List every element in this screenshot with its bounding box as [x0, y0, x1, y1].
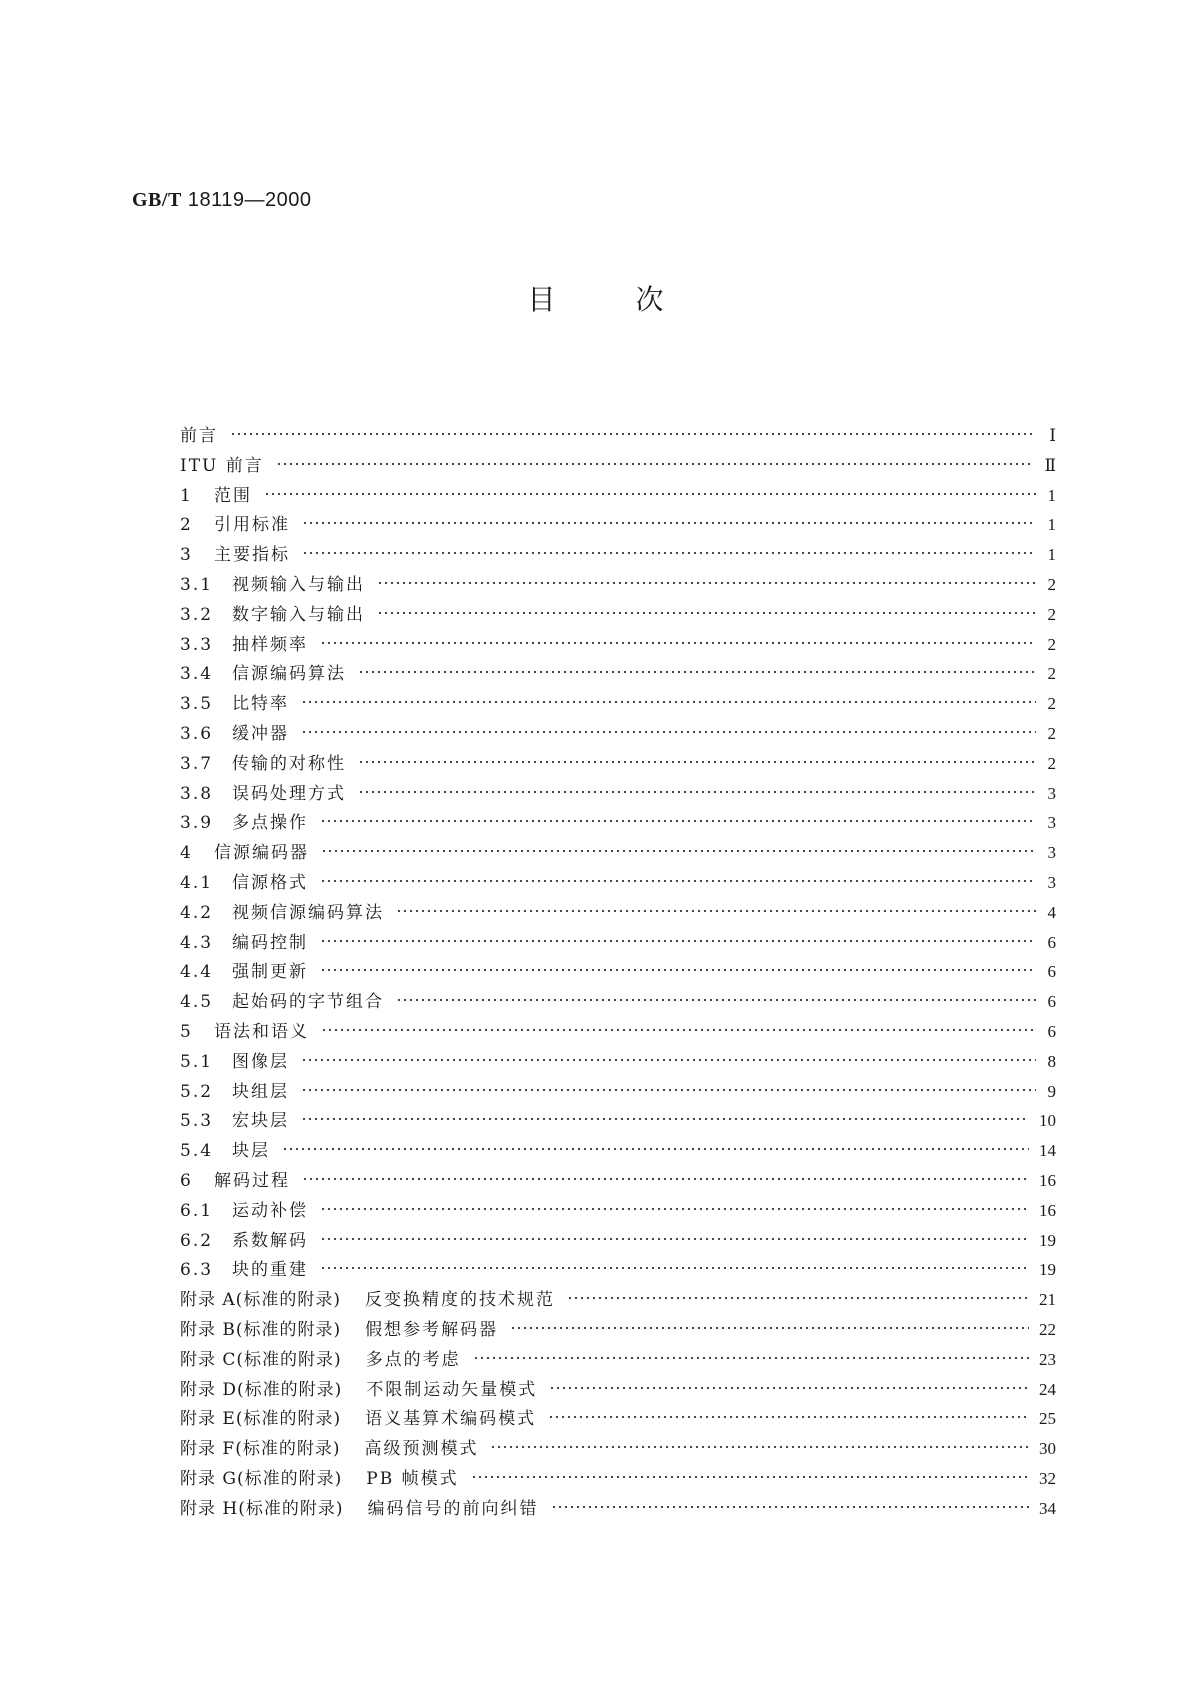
toc-entry-number: 6.2	[180, 1230, 214, 1251]
toc-entry[interactable]	[180, 987, 1056, 1017]
toc-entry-number: 2	[180, 515, 193, 536]
toc-entry-number: 3.7	[180, 753, 214, 774]
appendix-entry[interactable]	[180, 1285, 1056, 1315]
toc-entry[interactable]	[180, 540, 1056, 570]
dot-leader	[301, 729, 1036, 735]
toc-entry[interactable]	[180, 719, 1056, 749]
appendix-entry-label: 不限制运动矢量模式	[366, 1379, 538, 1400]
toc-entry-label: 信源格式	[232, 872, 308, 893]
appendix-entry-page: 21	[1039, 1290, 1056, 1310]
toc-entry-number: 4.3	[180, 932, 214, 953]
dot-leader	[510, 1325, 1029, 1331]
toc-entry[interactable]	[180, 630, 1056, 660]
appendix-entry-label: 高级预测模式	[364, 1439, 479, 1460]
dot-leader	[548, 1414, 1029, 1420]
appendix-entry-head: 附录 G(标准的附录)	[180, 1468, 343, 1489]
toc-entry-page: Ⅱ	[1044, 455, 1056, 475]
toc-entry-page: 10	[1039, 1111, 1056, 1131]
toc-entry-label: 块的重建	[232, 1260, 308, 1281]
dot-leader	[301, 699, 1036, 705]
document-code	[132, 188, 311, 212]
toc-entry[interactable]	[180, 1047, 1056, 1077]
dot-leader	[302, 550, 1036, 556]
appendix-entry-label: 假想参考解码器	[365, 1319, 499, 1340]
toc-entry[interactable]	[180, 928, 1056, 958]
toc-entry-number: 3	[180, 545, 193, 566]
toc-entry-label: 强制更新	[232, 962, 308, 983]
dot-leader	[473, 1355, 1029, 1361]
appendix-entry-head: 附录 F(标准的附录)	[180, 1439, 341, 1460]
toc-entry[interactable]	[180, 1017, 1056, 1047]
appendix-entry-head: 附录 A(标准的附录)	[180, 1290, 341, 1311]
page-title: 目次	[527, 283, 744, 316]
toc-entry[interactable]	[180, 451, 1056, 481]
appendix-entry[interactable]	[180, 1494, 1056, 1524]
toc-entry-number: 3.4	[180, 664, 214, 685]
dot-leader	[282, 1146, 1029, 1152]
appendix-entry[interactable]	[180, 1345, 1056, 1375]
toc-entry-label: 编码控制	[232, 932, 308, 953]
toc-entry-label: 引用标准	[214, 515, 290, 536]
dot-leader	[320, 1265, 1029, 1271]
toc-entry[interactable]	[180, 898, 1056, 928]
dot-leader	[490, 1444, 1029, 1450]
toc-entry-number: 5.1	[180, 1051, 214, 1072]
dot-leader	[301, 1116, 1029, 1122]
appendix-entry-label: 反变换精度的技术规范	[364, 1290, 555, 1311]
toc-entry-label: 信源编码器	[214, 843, 309, 864]
dot-leader	[320, 1206, 1029, 1212]
toc-entry[interactable]	[180, 749, 1056, 779]
toc-entry-label: 系数解码	[232, 1230, 308, 1251]
toc-entry-number: 5.2	[180, 1081, 214, 1102]
toc-entry-number: 6.3	[180, 1260, 214, 1281]
toc-entry-page: 9	[1047, 1081, 1056, 1101]
appendix-entry-page: 24	[1039, 1379, 1056, 1399]
toc-entry-label: 数字输入与输出	[232, 604, 365, 625]
toc-entry[interactable]	[180, 957, 1056, 987]
dot-leader	[321, 1027, 1036, 1033]
toc-entry[interactable]	[180, 868, 1056, 898]
toc-entry-number: 3.8	[180, 783, 214, 804]
toc-entry-page: 19	[1039, 1230, 1056, 1250]
toc-entry[interactable]	[180, 600, 1056, 630]
toc-entry-number: 4.1	[180, 872, 214, 893]
toc-entry-label: 块层	[232, 1141, 270, 1162]
toc-entry-number: 3.6	[180, 723, 214, 744]
dot-leader	[396, 908, 1036, 914]
toc-entry-page: 8	[1047, 1051, 1056, 1071]
toc-entry-number: 3.5	[180, 694, 214, 715]
toc-entry-page: 2	[1047, 753, 1056, 773]
toc-entry-page: 6	[1047, 992, 1056, 1012]
toc-entry-page: 2	[1047, 694, 1056, 714]
appendix-entry[interactable]	[180, 1434, 1056, 1464]
toc-entry-label: 解码过程	[214, 1170, 290, 1191]
toc-entry-page: 3	[1047, 783, 1056, 803]
toc-entry-number: 4.5	[180, 992, 214, 1013]
dot-leader	[549, 1385, 1029, 1391]
toc-entry[interactable]	[180, 659, 1056, 689]
appendix-entry-head: 附录 H(标准的附录)	[180, 1498, 344, 1519]
toc-entry-label: 比特率	[232, 694, 289, 715]
toc-entry-label: 宏块层	[232, 1111, 289, 1132]
toc-entry-page: 1	[1047, 515, 1056, 535]
toc-entry-number: 3.1	[180, 574, 214, 595]
toc-entry[interactable]	[180, 421, 1056, 451]
appendix-entry-head: 附录 C(标准的附录)	[180, 1349, 342, 1370]
dot-leader	[301, 1057, 1036, 1063]
toc-entry-page: 6	[1047, 962, 1056, 982]
toc-entry-label: 运动补偿	[232, 1200, 308, 1221]
toc-entry-label: 视频信源编码算法	[232, 902, 384, 923]
toc-entry-page: 1	[1047, 545, 1056, 565]
toc-entry-number: 4.2	[180, 902, 214, 923]
toc-entry[interactable]	[180, 1136, 1056, 1166]
appendix-entry-page: 25	[1039, 1409, 1056, 1429]
toc-entry-label: 语法和语义	[214, 1021, 309, 1042]
dot-leader	[320, 640, 1036, 646]
dot-leader	[230, 431, 1036, 437]
dot-leader	[567, 1295, 1029, 1301]
appendix-entry-label: 多点的考虑	[365, 1349, 461, 1370]
toc-entry-page: 14	[1039, 1141, 1056, 1161]
toc-entry-page: 3	[1047, 813, 1056, 833]
toc-entry[interactable]	[180, 1077, 1056, 1107]
toc-entry-number: 5.3	[180, 1111, 214, 1132]
toc-entry-page: 2	[1047, 664, 1056, 684]
toc-entry-page: 19	[1039, 1260, 1056, 1280]
toc-entry[interactable]	[180, 1226, 1056, 1256]
dot-leader	[321, 848, 1036, 854]
toc-entry-label: 抽样频率	[232, 634, 308, 655]
toc-entry-label: 传输的对称性	[232, 753, 346, 774]
dot-leader	[551, 1504, 1030, 1510]
dot-leader	[320, 878, 1036, 884]
toc-entry-label: 块组层	[232, 1081, 289, 1102]
appendix-entry[interactable]	[180, 1375, 1056, 1405]
document-code-prefix: GB/T	[132, 189, 182, 211]
dot-leader	[358, 759, 1036, 765]
appendix-entry[interactable]	[180, 1464, 1056, 1494]
toc-entry[interactable]	[180, 689, 1056, 719]
toc-entry-page: 4	[1047, 902, 1056, 922]
toc-entry-page: 6	[1047, 932, 1056, 952]
appendix-entry-page: 32	[1039, 1468, 1056, 1488]
toc-entry-label: 前言	[180, 426, 218, 446]
toc-entry[interactable]	[180, 838, 1056, 868]
dot-leader	[320, 938, 1036, 944]
appendix-entry[interactable]	[180, 1404, 1056, 1434]
appendix-entry-page: 22	[1039, 1319, 1056, 1339]
toc-entry-label: 图像层	[232, 1051, 289, 1072]
toc-entry-page: 2	[1047, 574, 1056, 594]
toc-entry-label: 多点操作	[232, 813, 308, 834]
toc-entry-label: 主要指标	[214, 545, 290, 566]
appendix-entry-label: 语义基算术编码模式	[365, 1409, 537, 1430]
appendix-entry-page: 23	[1039, 1349, 1056, 1369]
toc-entry[interactable]	[180, 1106, 1056, 1136]
toc-entry-number: 3.3	[180, 634, 214, 655]
dot-leader	[471, 1474, 1029, 1480]
dot-leader	[377, 610, 1036, 616]
toc-entry-page: 2	[1047, 604, 1056, 624]
toc-entry-page: 3	[1047, 843, 1056, 863]
dot-leader	[396, 997, 1036, 1003]
toc-entry[interactable]	[180, 1196, 1056, 1226]
dot-leader	[358, 669, 1036, 675]
toc-entry-label: ITU 前言	[180, 455, 264, 476]
toc-entry-number: 1	[180, 485, 193, 506]
appendix-entry-head: 附录 D(标准的附录)	[180, 1379, 343, 1400]
toc-entry-page: 16	[1039, 1170, 1056, 1190]
appendix-entry-page: 34	[1039, 1498, 1056, 1518]
toc-entry-page: 1	[1047, 485, 1056, 505]
dot-leader	[301, 1087, 1036, 1093]
dot-leader	[320, 818, 1036, 824]
toc-entry[interactable]	[180, 1255, 1056, 1285]
toc-entry-number: 4.4	[180, 962, 214, 983]
dot-leader	[320, 1236, 1029, 1242]
toc-entry-page: 6	[1047, 1021, 1056, 1041]
toc-entry-page: 16	[1039, 1200, 1056, 1220]
dot-leader	[276, 461, 1035, 467]
appendix-entry-head: 附录 B(标准的附录)	[180, 1319, 342, 1340]
toc-entry-page: Ⅰ	[1049, 426, 1056, 445]
appendix-entry-head: 附录 E(标准的附录)	[180, 1409, 342, 1430]
toc-entry-number: 3.2	[180, 604, 214, 625]
dot-leader	[358, 789, 1036, 795]
appendix-entry-page: 30	[1039, 1439, 1056, 1459]
table-of-contents	[180, 421, 1056, 1523]
toc-entry[interactable]	[180, 808, 1056, 838]
toc-entry-label: 误码处理方式	[232, 783, 346, 804]
toc-entry-number: 4	[180, 843, 193, 864]
toc-entry[interactable]	[180, 1166, 1056, 1196]
dot-leader	[377, 580, 1036, 586]
appendix-entry[interactable]	[180, 1315, 1056, 1345]
appendix-entry-label: 编码信号的前向纠错	[367, 1498, 539, 1519]
toc-entry[interactable]	[180, 570, 1056, 600]
toc-entry-label: 起始码的字节组合	[232, 992, 384, 1013]
dot-leader	[302, 1176, 1029, 1182]
dot-leader	[264, 491, 1036, 497]
document-code-number: 18119—2000	[187, 189, 312, 211]
toc-entry[interactable]	[180, 779, 1056, 809]
dot-leader	[320, 967, 1036, 973]
toc-entry-label: 范围	[214, 485, 252, 506]
toc-entry-page: 3	[1047, 872, 1056, 892]
toc-entry-number: 5.4	[180, 1141, 214, 1162]
toc-entry-page: 2	[1047, 634, 1056, 654]
toc-entry-label: 缓冲器	[232, 723, 289, 744]
toc-entry-number: 3.9	[180, 813, 214, 834]
toc-entry-page: 2	[1047, 723, 1056, 743]
appendix-entry-label: PB 帧模式	[366, 1468, 459, 1489]
toc-entry-number: 5	[180, 1021, 193, 1042]
toc-entry-number: 6	[180, 1170, 193, 1191]
toc-entry-label: 视频输入与输出	[232, 574, 365, 595]
toc-entry-number: 6.1	[180, 1200, 214, 1221]
dot-leader	[302, 520, 1036, 526]
toc-entry[interactable]	[180, 510, 1056, 540]
toc-entry[interactable]	[180, 481, 1056, 511]
toc-entry-label: 信源编码算法	[232, 664, 346, 685]
